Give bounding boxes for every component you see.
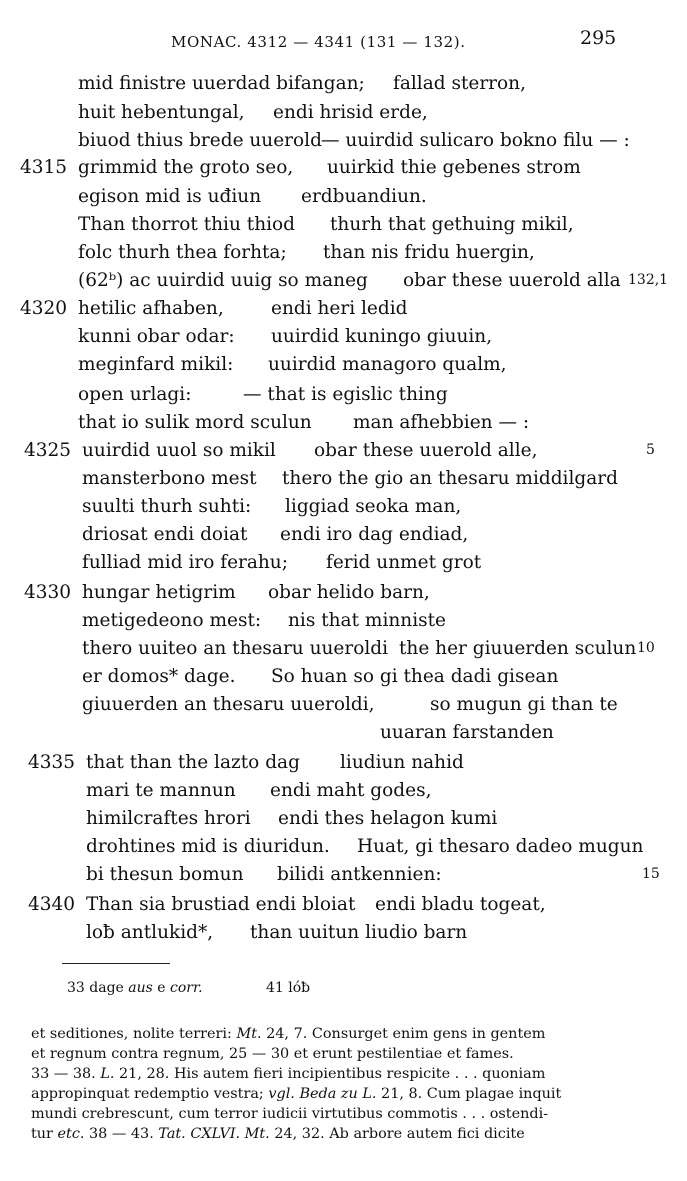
margin-line-reference: 10: [637, 640, 655, 656]
verse-line: [0, 496, 687, 524]
verse-line: [0, 384, 687, 412]
second-half-line: uuirdid managoro qualm,: [268, 354, 507, 375]
first-half-line: kunni obar odar:: [78, 326, 235, 347]
verse-line: [0, 638, 687, 666]
first-half-line: folc thurh thea forhta;: [78, 242, 287, 263]
first-half-line: thero uuiteo an thesaru uueroldi: [82, 638, 389, 659]
footnote-text: 21, 8. Cum plagae inquit: [376, 1086, 562, 1102]
first-half-line: biuod thius brede uuerold: [78, 130, 322, 151]
first-half-line: uuirdid uuol so mikil: [82, 440, 276, 461]
verse-line: [0, 73, 687, 101]
second-half-line: liudiun nahid: [340, 752, 464, 773]
first-half-line: Than sia brustiad endi bloiat: [86, 894, 356, 915]
verse-line: [0, 808, 687, 836]
first-half-line: driosat endi doiat: [82, 524, 248, 545]
page-header: [0, 27, 687, 51]
verse-line: [0, 412, 687, 440]
second-half-line: uuirkid thie gebenes strom: [327, 157, 581, 178]
footnote-line: [31, 1026, 631, 1046]
second-half-line: than uuitun liudio barn: [250, 922, 468, 943]
line-number: 4330: [24, 582, 72, 603]
second-half-line: obar these uuerold alla: [403, 270, 621, 291]
footnote-line: [31, 1106, 631, 1126]
first-half-line: (62ᵇ) ac uuirdid uuig so maneg: [78, 270, 368, 291]
second-half-line: So huan so gi thea dadi gisean: [271, 666, 559, 687]
second-half-line: ferid unmet grot: [326, 552, 482, 573]
footnote-line: [31, 1126, 631, 1146]
second-half-line: bilidi antkennien:: [277, 864, 442, 885]
second-half-line: — that is egislic thing: [243, 384, 448, 405]
first-half-line: meginfard mikil:: [78, 354, 234, 375]
footnote-text: 21, 28. His autem fieri incipientibus respicite . . . quoniam: [114, 1066, 546, 1082]
first-half-line: hetilic afhaben,: [78, 298, 224, 319]
line-number: 4320: [20, 298, 68, 319]
verse-line: [0, 864, 687, 892]
footnote-text: mundi crebrescunt, cum terror iudicii virtutibus commotis . . . ostendi-: [31, 1106, 549, 1122]
footnote-line: [31, 1046, 631, 1066]
verse-line: [0, 157, 687, 185]
first-half-line: drohtines mid is diuridun.: [86, 836, 330, 857]
footnote-divider: [62, 963, 170, 964]
second-half-line: thero the gio an thesaru middilgard: [282, 468, 618, 489]
verse-line: [0, 694, 687, 722]
first-half-line: himilcraftes hrori: [86, 808, 251, 829]
verse-line: [0, 836, 687, 864]
verse-line: [0, 582, 687, 610]
footnote-text: appropinquat redemptio vestra;: [31, 1086, 269, 1102]
second-half-line: the her giuuerden sculun: [399, 638, 637, 659]
verse-line: [0, 354, 687, 382]
line-number: 4340: [28, 894, 76, 915]
second-half-line: — uuirdid sulicaro bokno filu — :: [321, 130, 630, 151]
second-half-line: endi maht godes,: [270, 780, 432, 801]
first-half-line: mid finistre uuerdad bifangan;: [78, 73, 365, 94]
first-half-line: huit hebentungal,: [78, 102, 245, 123]
footnote-citation: vgl. Beda zu L.: [268, 1086, 377, 1102]
footnote-citation: etc.: [57, 1126, 85, 1142]
page-number: 295: [580, 27, 617, 49]
first-half-line: suulti thurh suhti:: [82, 496, 252, 517]
second-half-line: thurh that gethuing mikil,: [330, 214, 574, 235]
footnote-citation: L.: [100, 1066, 115, 1082]
first-half-line: hungar hetigrim: [82, 582, 236, 603]
footnote-text: et regnum contra regnum, 25 — 30 et erunt pestilentiae et fames.: [31, 1046, 514, 1062]
second-half-line: endi thes helagon kumi: [278, 808, 498, 829]
first-half-line: Than thorrot thiu thiod: [78, 214, 296, 235]
verse-line: [0, 610, 687, 638]
second-half-line: endi hrisid erde,: [273, 102, 428, 123]
line-number: 4335: [28, 752, 76, 773]
verse-line: [0, 468, 687, 496]
verse-line: [0, 922, 687, 950]
verse-line: [0, 242, 687, 270]
verse-line: [0, 214, 687, 242]
verse-line: [0, 894, 687, 922]
apparatus-note-41: 41 lóƀ: [266, 980, 311, 996]
verse-line: [0, 440, 687, 468]
line-number: 4315: [20, 157, 68, 178]
footnote-text: et seditiones, nolite terreri:: [31, 1026, 237, 1042]
first-half-line: metigedeono mest:: [82, 610, 262, 631]
verse-line: [0, 722, 687, 750]
verse-line: [0, 752, 687, 780]
line-number: 4325: [24, 440, 72, 461]
first-half-line: bi thesun bomun: [86, 864, 244, 885]
second-half-line: endi bladu togeat,: [375, 894, 546, 915]
first-half-line: fulliad mid iro ferahu;: [82, 552, 288, 573]
second-half-line: so mugun gi than te: [430, 694, 618, 715]
margin-line-reference: 132,1: [628, 272, 669, 288]
first-half-line: open urlagi:: [78, 384, 192, 405]
second-half-line: fallad sterron,: [393, 73, 526, 94]
first-half-line: mansterbono mest: [82, 468, 257, 489]
footnote-text: 24, 32. Ab arbore autem fici dicite: [269, 1126, 525, 1142]
footnote-text: tur: [31, 1126, 58, 1142]
verse-line: [0, 552, 687, 580]
footnote-line: [31, 1086, 631, 1106]
second-half-line: endi heri ledid: [271, 298, 408, 319]
verse-line: [0, 666, 687, 694]
verse-line: [0, 326, 687, 354]
footnote-citation: Tat. CXLVI. Mt.: [158, 1126, 270, 1142]
footnote-text: 33 — 38.: [31, 1066, 101, 1082]
verse-line: [0, 186, 687, 214]
verse-line: [0, 298, 687, 326]
second-half-line: endi iro dag endiad,: [280, 524, 469, 545]
verse-line: [0, 780, 687, 808]
verse-line: [0, 524, 687, 552]
first-half-line: egison mid is uđiun: [78, 186, 262, 207]
first-half-line: mari te mannun: [86, 780, 236, 801]
verse-line: [0, 270, 687, 298]
first-half-line: giuuerden an thesaru uueroldi,: [82, 694, 375, 715]
footnote-line: [31, 1066, 631, 1086]
second-half-line: erdbuandiun.: [301, 186, 427, 207]
first-half-line: that io sulik mord sculun: [78, 412, 312, 433]
first-half-line: grimmid the groto seo,: [78, 157, 294, 178]
second-half-line: Huat, gi thesaro dadeo mugun: [357, 836, 644, 857]
second-half-line: obar these uuerold alle,: [314, 440, 538, 461]
footnote-text: 38 — 43.: [84, 1126, 159, 1142]
footnote-citation: Mt.: [236, 1026, 262, 1042]
apparatus-note-33: 33 dage aus e corr.: [67, 980, 203, 996]
second-half-line: liggiad seoka man,: [285, 496, 462, 517]
first-half-line: that than the lazto dag: [86, 752, 300, 773]
first-half-line: loƀ antlukid*,: [86, 922, 214, 943]
first-half-line: er domos* dage.: [82, 666, 236, 687]
second-half-line: obar helido barn,: [268, 582, 430, 603]
second-half-line: nis that minniste: [288, 610, 446, 631]
verse-line: [0, 102, 687, 130]
verse-line: [0, 130, 687, 158]
margin-line-reference: 5: [646, 442, 655, 458]
second-half-line: uuaran farstanden: [380, 722, 554, 743]
second-half-line: man afhebbien — :: [353, 412, 530, 433]
margin-line-reference: 15: [642, 866, 660, 882]
running-title: MONAC. 4312 — 4341 (131 — 132).: [171, 33, 466, 51]
second-half-line: than nis fridu huergin,: [323, 242, 535, 263]
second-half-line: uuirdid kuningo giuuin,: [271, 326, 493, 347]
footnote-text: 24, 7. Consurget enim gens in gentem: [261, 1026, 546, 1042]
